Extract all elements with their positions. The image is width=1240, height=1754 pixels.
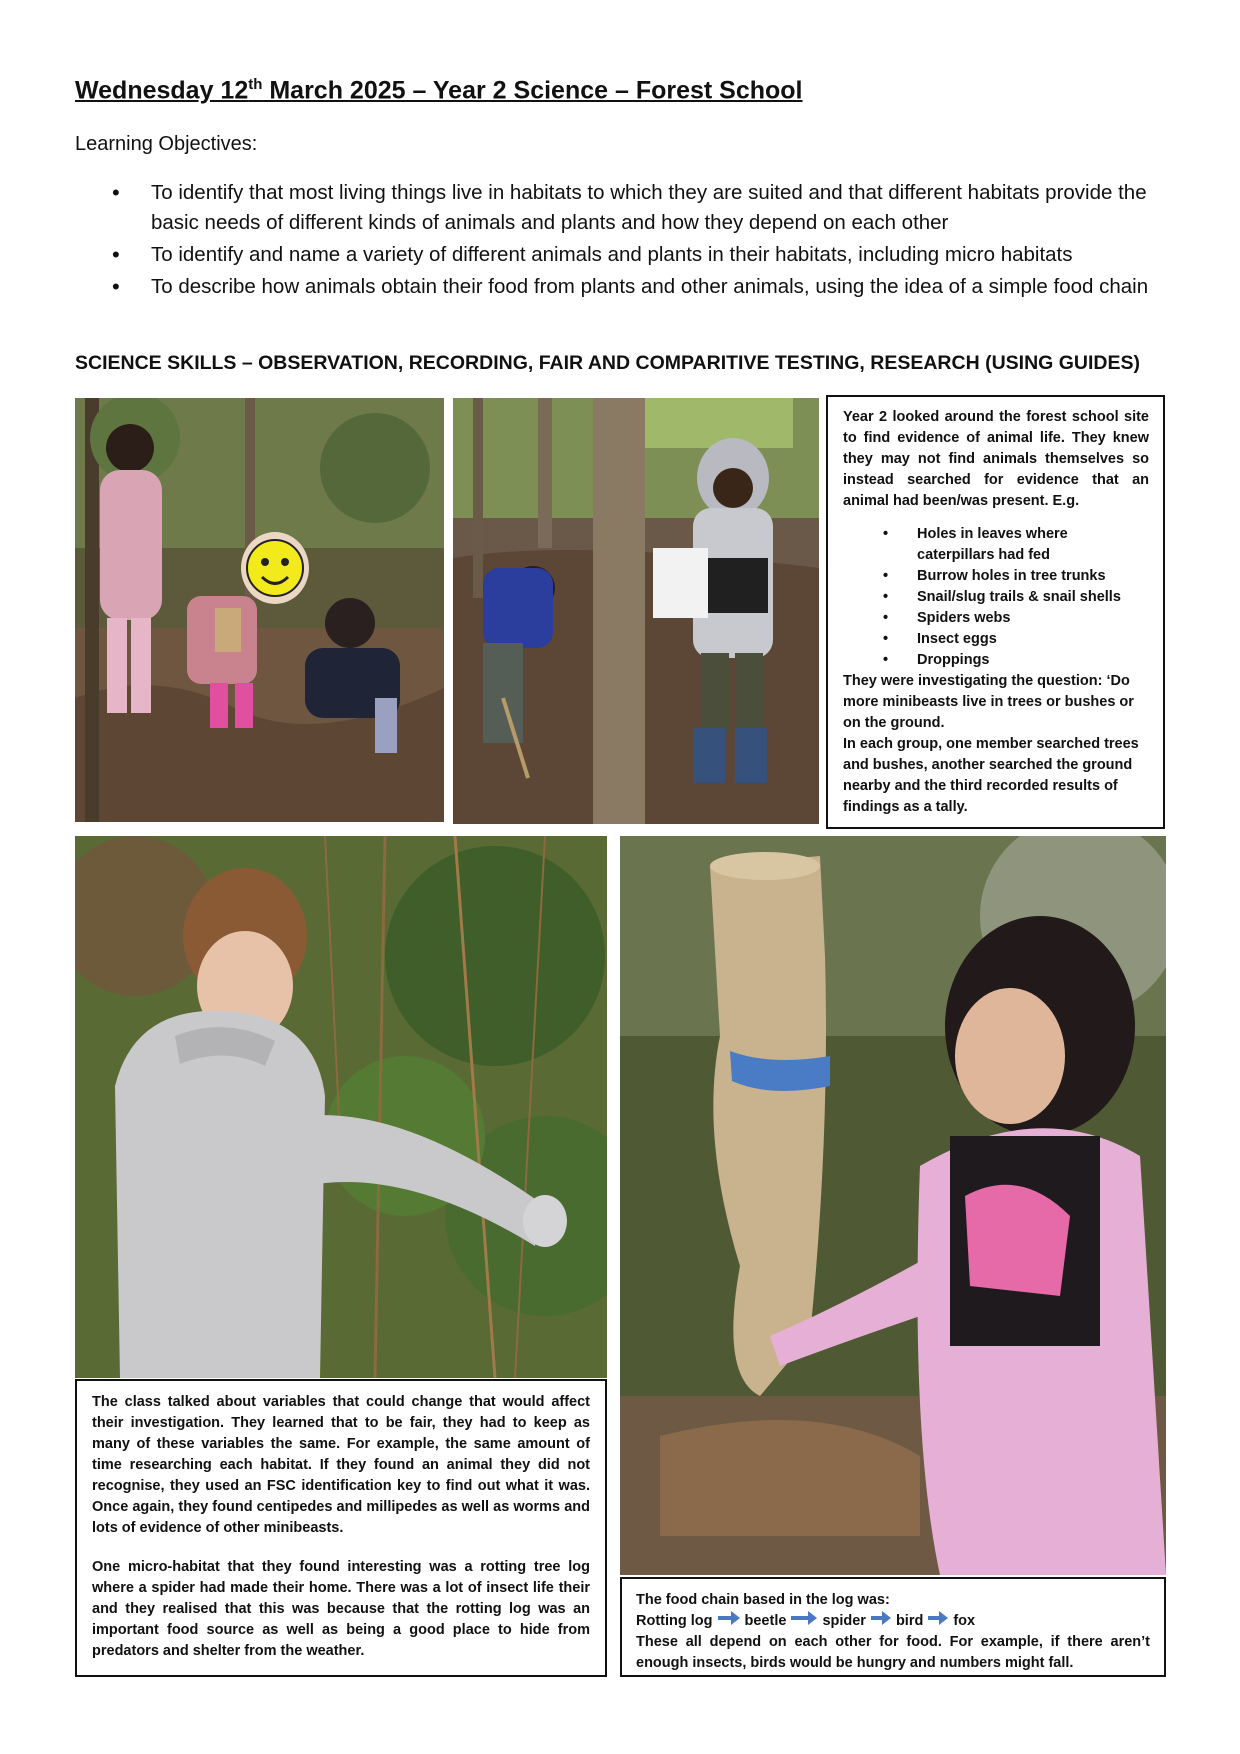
evidence-item: • Spiders webs (843, 608, 1149, 629)
evidence-intro: Year 2 looked around the forest school site to find evidence of animal life. They knew they may not find animals themselves so instead searched for evidence that an animal had been/was present. E.g. (843, 409, 1149, 509)
food-chain-item: spider (822, 1613, 866, 1629)
title-ordinal-suffix: th (248, 76, 263, 93)
page-title (75, 76, 803, 105)
variables-info-box (75, 1379, 607, 1677)
evidence-item: • Burrow holes in tree trunks (843, 566, 1149, 587)
evidence-list (843, 524, 1149, 671)
food-chain-item: fox (953, 1613, 976, 1629)
objective-item: • To describe how animals obtain their food from plants and other animals, using the idea of a simple food chain (75, 272, 1175, 302)
food-chain (636, 1611, 1150, 1632)
objective-item: • To identify and name a variety of different animals and plants in their habitats, including micro habitats (75, 240, 1175, 270)
objective-item: • To identify that most living things live in habitats to which they are suited and that different habitats provide the basic needs of different kinds of animals and plants and how they depend on each other (75, 178, 1175, 238)
micro-habitat-paragraph: One micro-habitat that they found interesting was a rotting tree log where a spider had made their home. There was a lot of insect life their and they realised that this was because that the rotting log was an important food source as well as being a good place to hide from predators and shelter from the weather. (92, 1559, 590, 1659)
variables-paragraph: The class talked about variables that could change that would affect their investigation. They learned that to be fair, they had to keep as many of these variables the same. For example, the same amount of time researching each habitat. If they found an animal they did not recognise, they used an FSC identification key to find out what it was. Once again, they found centipedes and millipedes as well as worms and lots of evidence of other minibeasts. (92, 1394, 590, 1536)
photo-girl-at-rotting-log (620, 836, 1166, 1575)
investigation-method: In each group, one member searched trees and bushes, another searched the ground nearby and the third recorded results of findings as a tally. (843, 736, 1139, 815)
food-chain-item: bird (895, 1613, 924, 1629)
food-chain-item: beetle (744, 1613, 787, 1629)
title-rest: March 2025 – Year 2 Science – Forest School (262, 76, 803, 105)
investigation-question: They were investigating the question: ‘Do more minibeasts live in trees or bushes or on the ground. (843, 673, 1134, 731)
photo-boy-in-bushes (75, 836, 607, 1378)
right-arrow-icon (718, 1611, 740, 1632)
photo-boys-at-tree (453, 398, 819, 824)
science-skills-heading: SCIENCE SKILLS – OBSERVATION, RECORDING, FAIR AND COMPARITIVE TESTING, RESEARCH (USING GUIDES) (75, 352, 1141, 374)
photo-children-searching-ground (75, 398, 444, 822)
evidence-item: • Insect eggs (843, 629, 1149, 650)
learning-objectives-heading: Learning Objectives: (75, 133, 258, 155)
evidence-item: • Snail/slug trails & snail shells (843, 587, 1149, 608)
food-chain-item: Rotting log (636, 1613, 713, 1629)
evidence-item: • Droppings (843, 650, 1149, 671)
title-date-prefix: Wednesday 12 (75, 76, 249, 105)
food-chain-heading: The food chain based in the log was: (636, 1592, 890, 1608)
food-chain-conclusion: These all depend on each other for food. For example, if there aren’t enough insects, birds would be hungry and numbers might fall. (636, 1634, 1150, 1671)
evidence-info-box (826, 395, 1165, 829)
food-chain-box (620, 1577, 1166, 1677)
right-arrow-icon (928, 1611, 948, 1632)
right-arrow-icon (871, 1611, 891, 1632)
right-arrow-icon (791, 1611, 817, 1632)
objectives-list (75, 178, 1175, 304)
evidence-item: • Holes in leaves where caterpillars had fed (843, 524, 1149, 566)
